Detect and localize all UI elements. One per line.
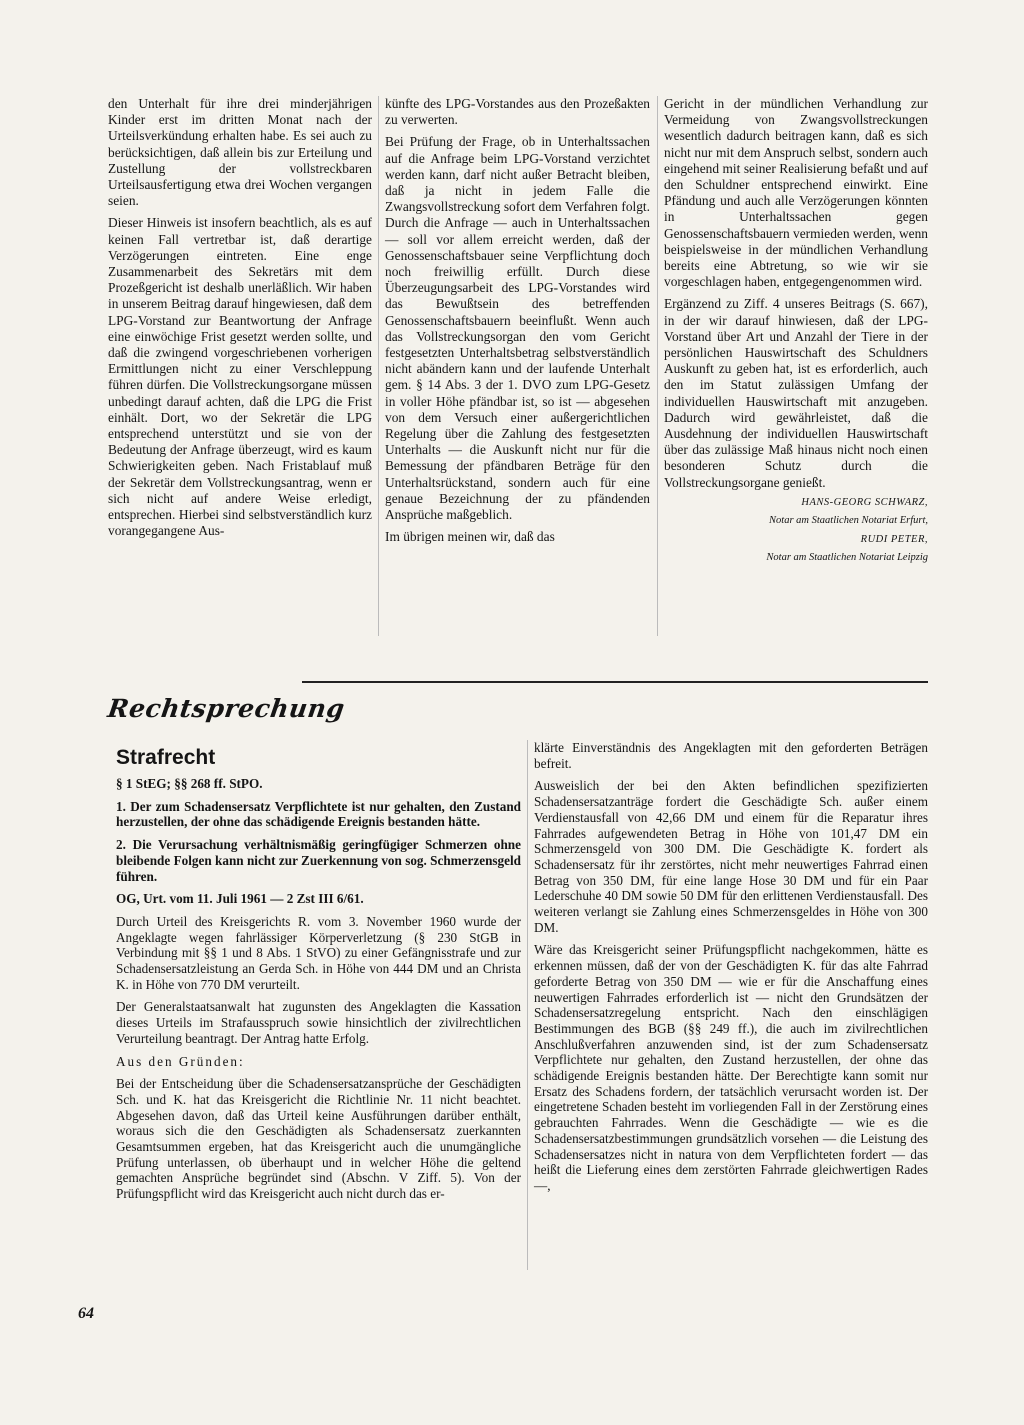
paragraph: Durch Urteil des Kreisgerichts R. vom 3. November 1960 wurde der Angeklagte wegen fahrlässiger Körperverletzung (§ 230 StGB in Verbindung mit §§ 1 und 8 Abs. 1 StVO) zu einer Gefängnisstrafe und zur Schadensersatzleistung an Gerda Sch. in Höhe von 444 DM und an Christa K. in Höhe von 770 DM verurteilt. [116,913,521,992]
article-column-2 [385,96,650,551]
column-rule [527,740,528,1270]
headnote: 2. Die Verursachung verhältnismäßig geringfügiger Schmerzen ohne bleibende Folgen kann nicht zur Zuerkennung von sog. Schmerzensgeld führen. [116,837,521,884]
court-reference: OG, Urt. vom 11. Juli 1961 — 2 Zst III 6/61. [116,891,364,907]
ruling-column-2 [534,740,928,1201]
paragraph: klärte Einverständnis des Angeklagten mit den geforderten Beträgen befreit. [534,740,928,771]
paragraph: Wäre das Kreisgericht seiner Prüfungspflicht nachgekommen, hätte es erkennen müssen, daß der von der Geschädigten K. für das alte Fahrrad geforderte Betrag von 350 DM — wie er für die Anschaffung eines neuwertigen Fahrrades erforderlich ist — nicht den Grundsätzen der Schadensersatzregelung entspricht. Nach den einschlägigen Bestimmungen des BGB (§§ 249 ff.), die auch im zivilrechtlichen Anschlußverfahren anzuwenden sind, ist der zum Schadensersatz Verpflichtete nur gehalten, den Zustand herzustellen, der ohne das schädigende Ereignis bestanden hätte. Der Berechtigte kann somit nur Ersatz des Schadens fordern, der tatsächlich verursacht worden ist. Der eingetretene Schaden besteht im vorliegenden Fall in der Zerstörung eines gebrauchten Fahrrades. Wenn die Geschädigte — wie es die Schadensersatzbestimmungen grundsätzlich vorsehen — die Leistung des Schadensersatzes nicht in natura von dem Verpflichteten fordert — das heißt die Lieferung eines dem zerstörten Fahrrade gleichwertigen Rades —, [534,942,928,1193]
paragraph: Gericht in der mündlichen Verhandlung zur Vermeidung von Zwangsvollstreckungen wesentlich dadurch beitragen kann, daß es sich nicht nur mit dem Anspruch selbst, sondern auch eingehend mit seiner Realisierung befaßt und auf den Schuldner entsprechend einwirkt. Eine Pfändung und auch alle Verzögerungen könnten in Unterhaltssachen gegen Genossenschaftsbauern vermieden werden, wenn beispielsweise in der mündlichen Verhandlung bereits eine Abtretung, so wie wir sie vorgeschlagen haben, entgegengenommen wird. [664,96,928,290]
paragraph: künfte des LPG-Vorstandes aus den Prozeßakten zu verwerten. [385,96,650,128]
paragraph: den Unterhalt für ihre drei minderjährigen Kinder erst im dritten Monat nach der Urteilsverkündung erhalten habe. Es sei auch zu berücksichtigen, daß allein bis zur Erteilung und Zustellung der vollstreckbaren Urteilsausfertigung etwa drei Wochen vergangen seien. [108,96,372,209]
signature-title: Notar am Staatlichen Notariat Leipzig [766,552,928,564]
citation: § 1 StEG; §§ 268 ff. StPO. [116,776,263,791]
column-rule [657,96,658,636]
paragraph: Dieser Hinweis ist insofern beachtlich, als es auf keinen Fall vertretbar ist, daß derartige Verzögerungen eintreten. Eine enge Zusammenarbeit des Sekretärs mit dem Prozeßgericht ist deshalb unerläßlich. Wir haben in unserem Beitrag darauf hingewiesen, daß dem LPG-Vorstand zur Beantwortung der Anfrage eine einwöchige Frist gesetzt werden sollte, und daß die zwingend vorgeschriebenen vorherigen Ermittlungen nicht zu einer Verschleppung führen dürfen. Die Vollstreckungsorgane müssen unbedingt darauf achten, daß die LPG die Frist einhält. Dort, wo der Sekretär die LPG entsprechend unterstützt und sie von der Bedeutung der Anfrage überzeugt, wird es kaum Schwierigkeiten geben. Nach Fristablauf muß der Sekretär dem Vollstreckungsantrag, wenn er sich nicht auf andere Weise erledigt, entsprechen. Hierbei sind selbstverständlich kurz vorangegangene Aus- [108,215,372,539]
section-divider [302,681,928,683]
paragraph: Bei der Entscheidung über die Schadensersatzansprüche der Geschädigten Sch. und K. hat das Kreisgericht die Richtlinie Nr. 11 nicht beachtet. Abgesehen davon, daß das Urteil keine Ausführungen darüber enthält, woraus sich die den Geschädigten als Schadensersatz zuerkannten Gesamtsummen ergeben, hat das Kreisgericht auch die unumgängliche Prüfung unterlassen, ob überhaupt und in welcher Höhe die geltend gemachten Ansprüche begründet sind (Abschn. V Ziff. 5). Von der Prüfungspflicht wird das Kreisgericht auch nicht durch das er- [116,1076,521,1202]
paragraph: Im übrigen meinen wir, daß das [385,529,555,545]
signature-name: RUDI PETER, [860,533,928,545]
grounds-label: Aus den Gründen: [116,1053,245,1069]
subsection-title: Strafrecht [116,746,216,769]
signature-title: Notar am Staatlichen Notariat Erfurt, [769,515,928,527]
ruling-column-1 [116,776,521,1209]
column-rule [378,96,379,636]
paragraph: Der Generalstaatsanwalt hat zugunsten des Angeklagten die Kassation dieses Urteils im Strafausspruch sowie hinsichtlich der zivilrechtlichen Verurteilung beantragt. Der Antrag hatte Erfolg. [116,999,521,1046]
headnote: 1. Der zum Schadensersatz Verpflichtete ist nur gehalten, den Zustand herzustellen, der ohne das schädigende Ereignis bestanden hätte. [116,798,521,830]
article-column-1 [108,96,372,545]
section-title: Rechtsprechung [105,694,347,723]
paragraph: Bei Prüfung der Frage, ob in Unterhaltssachen auf die Anfrage beim LPG-Vorstand verzichtet werden kann, darf nicht außer Betracht bleiben, daß ja nicht in jedem Falle die Zwangsvollstreckung sofort dem Verfahren folgt. Durch die Anfrage — auch in Unterhaltssachen — soll vor allem erreicht werden, daß der Genossenschaftsbauer seine Verpflichtung doch noch freiwillig erfüllt. Durch diese Überzeugungsarbeit des LPG-Vorstandes wird das Bewußtsein des betreffenden Genossenschaftsbauern beeinflußt. Wenn auch das Vollstreckungsorgan den vom Gericht festgesetzten Unterhaltsbetrag selbstverständlich nicht abändern kann und der laufende Unterhalt gem. § 14 Abs. 3 der 1. DVO zum LPG-Gesetz in voller Höhe pfändbar ist, so ist — abgesehen von dem Versuch einer außergerichtlichen Regelung über die Zahlung des festgesetzten Unterhalts — die Auskunft nicht nur für die Bemessung der pfändbaren Beträge für den Unterhaltsrückstand, sondern auch für eine genaue Bezeichnung der zu pfändenden Ansprüche maßgeblich. [385,134,650,523]
paragraph: Ergänzend zu Ziff. 4 unseres Beitrags (S. 667), in der wir darauf hinwiesen, daß der LPG-Vorstand über Art und Anzahl der Tiere in der persönlichen Hauswirtschaft des Schuldners Auskunft zu geben hat, ist es erforderlich, auch den im Statut zulässigen Umfang der individuellen Hauswirtschaft mit anzugeben. Dadurch wird gewährleistet, daß die Ausdehnung der individuellen Hauswirtschaft über das zulässige Maß hinaus nicht noch einen besonderen Schutz durch die Vollstreckungsorgane genießt. [664,296,928,490]
signature-name: HANS-GEORG SCHWARZ, [801,496,928,508]
paragraph: Ausweislich der bei den Akten befindlichen spezifizierten Schadensersatzanträge fordert die Geschädigte Sch. außer einem Verdienstausfall von 42,66 DM und einem für die Reparatur ihres Fahrrades aufgewendeten Betrag in Höhe von 101,47 DM ein Schmerzensgeld von 300 DM. Die Geschädigte K. fordert als Schadensersatz für ihr zerstörtes, nicht mehr neuwertiges Fahrrad einen Betrag von 350 DM, für eine lange Hose 30 DM und für ein Paar Lederschuhe 40 DM sowie 50 DM für den erlittenen Verdienstausfall. Des weiteren verlangt sie Zahlung eines Schmerzensgeldes in Höhe von 300 DM. [534,778,928,935]
article-column-3 [664,96,928,571]
page-number: 64 [78,1305,94,1322]
